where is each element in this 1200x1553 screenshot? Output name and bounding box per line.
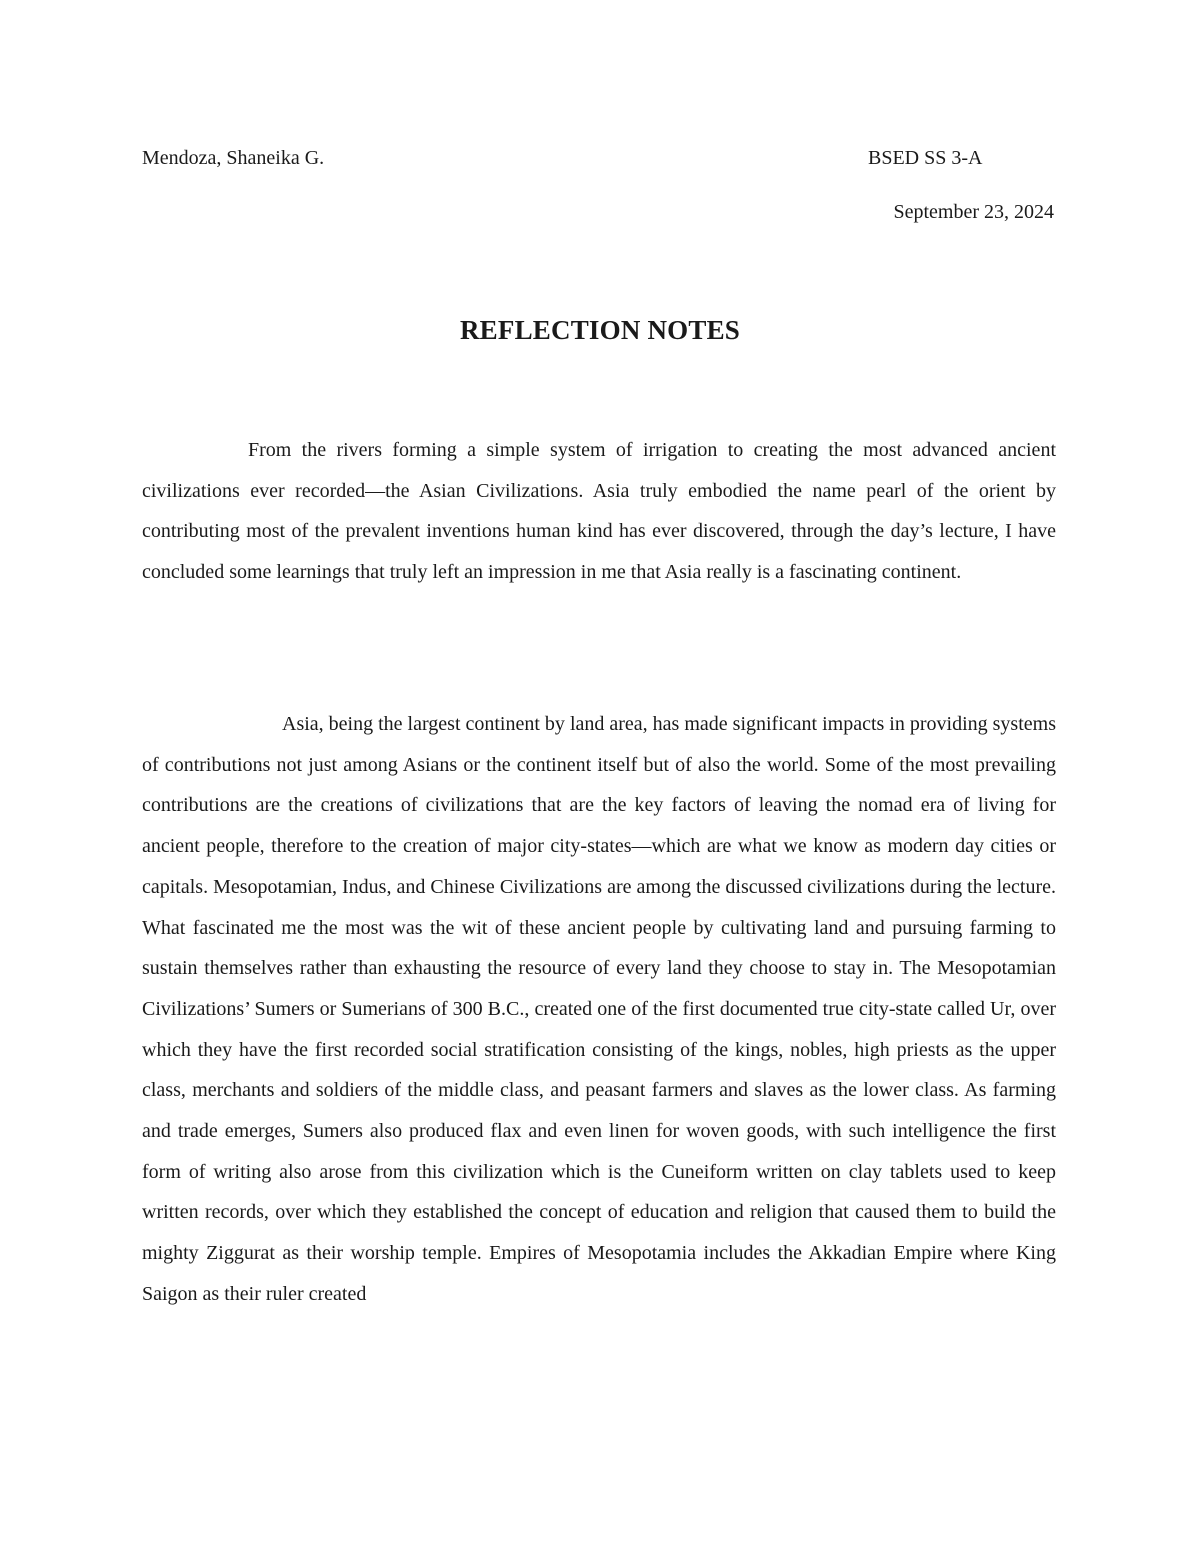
- author-name: Mendoza, Shaneika G.: [142, 147, 325, 169]
- body-paragraph-2: Asia, being the largest continent by land area, has made significant impacts in providing systems of contributions not just among Asians or the continent itself but of also the world. Some of the most prevailing contributions are the creations of civilizations that are the key factors of leaving the nomad era of living for ancient people, therefore to the creation of major city-states—which are what we know as modern day cities or capitals. Mesopotamian, Indus, and Chinese Civilizations are among the discussed civilizations during the lecture. What fascinated me the most was the wit of these ancient people by cultivating land and pursuing farming to sustain themselves rather than exhausting the resource of every land they choose to stay in. The Mesopotamian Civilizations’ Sumers or Sumerians of 300 B.C., created one of the first documented true city-state called Ur, over which they have the first recorded social stratification consisting of the kings, nobles, high priests as the upper class, merchants and soldiers of the middle class, and peasant farmers and slaves as the lower class. As farming and trade emerges, Sumers also produced flax and even linen for woven goods, with such intelligence the first form of writing also arose from this civilization which is the Cuneiform written on clay tablets used to keep written records, over which they established the concept of education and religion that caused them to build the mighty Ziggurat as their worship temple. Empires of Mesopotamia includes the Akkadian Empire where King Saigon as their ruler created: [142, 713, 1056, 1305]
- document-date: September 23, 2024: [893, 201, 1054, 223]
- course-section: BSED SS 3-A: [868, 147, 983, 169]
- document-title: REFLECTION NOTES: [459, 315, 741, 345]
- body-paragraph-1: From the rivers forming a simple system of irrigation to creating the most advanced ancient civilizations ever recorded—the Asian Civilizations. Asia truly embodied the name pearl of the orient by contributing most of the prevalent inventions human kind has ever discovered, through the day’s lecture, I have concluded some learnings that truly left an impression in me that Asia really is a fascinating continent.: [142, 439, 1056, 584]
